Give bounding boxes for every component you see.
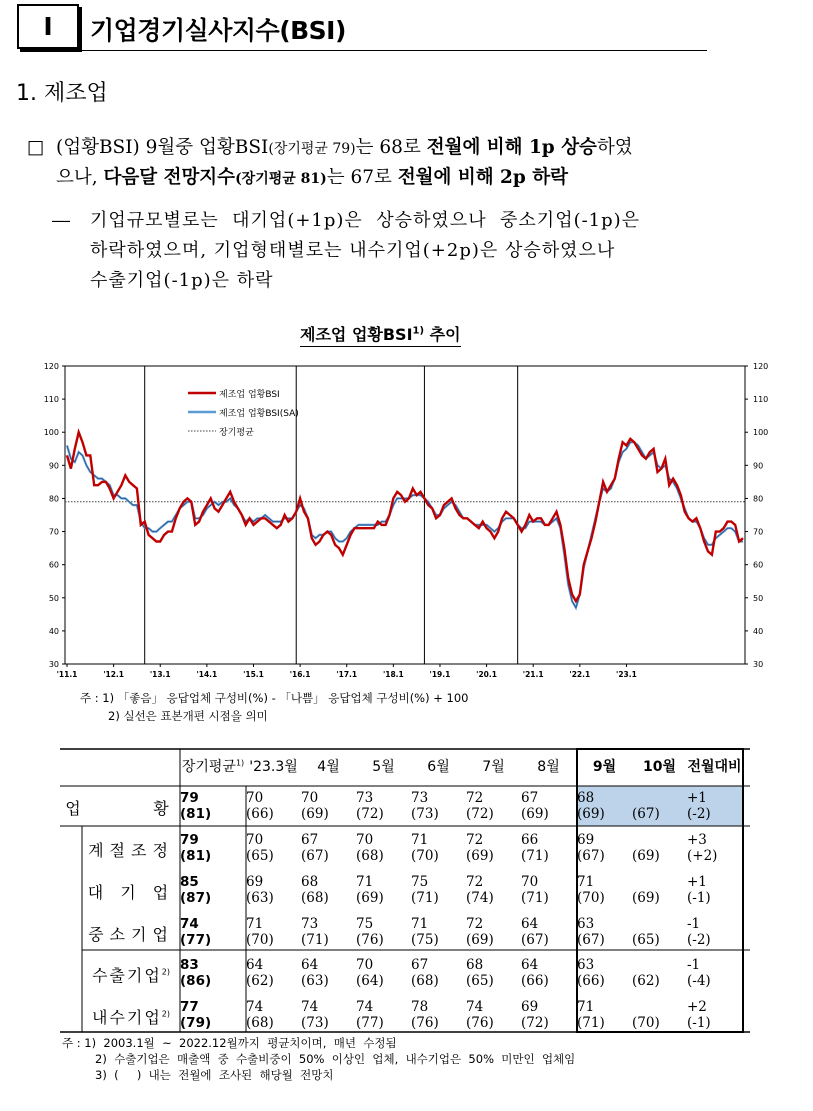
- table-cell: [356, 957, 411, 989]
- table-cell: [521, 999, 576, 1031]
- cell-value: 66: [521, 832, 539, 848]
- row-label-sup: 2): [161, 967, 171, 977]
- table-cell: [246, 916, 301, 948]
- cell-value: 63: [577, 957, 595, 973]
- cell-value: 75: [411, 874, 429, 890]
- cell-value: (86): [180, 973, 212, 989]
- table-cell: [687, 999, 742, 1031]
- cell-value: (66): [577, 973, 605, 989]
- table-cell: [466, 874, 521, 906]
- cell-value: 72: [466, 874, 484, 890]
- cell-value: (70): [632, 1015, 660, 1031]
- bullet1-text: 는 68로: [355, 137, 427, 158]
- table-cell: [521, 957, 576, 989]
- cell-value: (70): [577, 890, 605, 906]
- cell-value: (77): [356, 1015, 384, 1031]
- row-label: [82, 963, 180, 986]
- cell-value: (70): [246, 932, 274, 948]
- chart-title-text: 제조업 업황BSI: [300, 325, 413, 344]
- x-tick-label: '18.1: [382, 670, 404, 679]
- y-tick-label-left: 30: [48, 660, 59, 669]
- cell-value: 64: [521, 957, 539, 973]
- table-cell: [301, 832, 356, 864]
- cell-value: (63): [301, 973, 329, 989]
- col-header: 6월: [427, 759, 450, 775]
- cell-value: 73: [356, 790, 374, 806]
- table-cell-avg: [180, 832, 246, 864]
- cell-value: (69): [301, 806, 329, 822]
- row-label: [82, 1005, 180, 1028]
- bsi-line-chart: [30, 355, 780, 685]
- cell-value: 68: [466, 957, 484, 973]
- cell-value: (76): [411, 1015, 439, 1031]
- legend-label: 제조업 업황BSI(SA): [219, 409, 299, 419]
- page-title: 기업경기실사지수(BSI): [90, 16, 346, 45]
- cell-value: 79: [180, 832, 199, 848]
- cell-value: 75: [356, 916, 374, 932]
- table-cell: [356, 832, 411, 864]
- x-tick-label: '13.1: [149, 670, 171, 679]
- cell-value: (64): [356, 973, 384, 989]
- cell-value: 74: [246, 999, 264, 1015]
- plot-area: [65, 366, 745, 664]
- cell-value: 83: [180, 957, 199, 973]
- row-label-text: 수출기업: [91, 966, 162, 985]
- y-tick-label-left: 70: [48, 527, 59, 537]
- col-header-avg-sup: 1): [235, 758, 245, 768]
- cell-value: (68): [246, 1015, 274, 1031]
- table-cell: [246, 790, 301, 822]
- row-label-text: 계절조정: [88, 841, 174, 860]
- cell-value: (-2): [687, 932, 711, 948]
- cell-value: -1: [687, 916, 701, 932]
- cell-value: (-2): [687, 806, 711, 822]
- x-tick-label: '11.1: [56, 670, 78, 679]
- y-tick-label-left: 50: [48, 593, 59, 603]
- chart-title: [300, 322, 461, 347]
- cell-value: 71: [246, 916, 264, 932]
- table-cell: [466, 957, 521, 989]
- cell-value: (69): [577, 806, 605, 822]
- table-cell: [356, 916, 411, 948]
- y-tick-label-left: 90: [48, 461, 59, 471]
- y-tick-label-right: 60: [753, 560, 764, 570]
- row-label: [82, 880, 180, 903]
- table-cell: [246, 874, 301, 906]
- cell-value: 64: [301, 957, 319, 973]
- cell-value: (77): [180, 932, 212, 948]
- table-cell-avg: [180, 916, 246, 948]
- y-tick-label-left: 40: [48, 626, 59, 636]
- table-cell: [632, 790, 687, 822]
- cell-value: (69): [466, 932, 494, 948]
- col-header: 5월: [372, 759, 395, 775]
- bsi-table: [60, 748, 750, 1033]
- cell-value: (69): [521, 806, 549, 822]
- table-cell: [356, 999, 411, 1031]
- cell-value: [632, 999, 687, 1015]
- y-tick-label-right: 50: [753, 593, 764, 603]
- cell-value: +2: [687, 999, 707, 1015]
- y-tick-label-right: 80: [753, 494, 764, 504]
- x-tick-label: '21.1: [522, 670, 544, 679]
- cell-value: (68): [301, 890, 329, 906]
- y-tick-label-left: 120: [43, 362, 59, 371]
- table-cell: [521, 790, 576, 822]
- bullet1-emphasis: 전월에 비해 1p 상승: [426, 137, 597, 158]
- table-cell: [521, 916, 576, 948]
- cell-value: (66): [246, 806, 274, 822]
- table-cell: [301, 957, 356, 989]
- table-cell: [411, 999, 466, 1031]
- table-cell: [466, 790, 521, 822]
- cell-value: (72): [356, 806, 384, 822]
- row-label: [60, 796, 180, 819]
- table-note-2: 2) 수출기업은 매출액 중 수출비중이 50% 이상인 업체, 내수기업은 50% 미만인 업체임: [95, 1052, 576, 1066]
- cell-value: (65): [466, 973, 494, 989]
- cell-value: 71: [356, 874, 374, 890]
- cell-value: (67): [521, 932, 549, 948]
- cell-value: (81): [180, 806, 212, 822]
- cell-value: (-4): [687, 973, 711, 989]
- chart-title-sup: 1): [412, 325, 425, 337]
- cell-value: 67: [411, 957, 429, 973]
- bullet1-marker: □: [27, 137, 45, 158]
- col-header: '23.3월: [249, 759, 298, 775]
- table-cell: [466, 916, 521, 948]
- cell-value: (67): [301, 848, 329, 864]
- col-header: 9월: [592, 759, 617, 775]
- cell-value: 67: [301, 832, 319, 848]
- table-cell: [632, 916, 687, 948]
- y-tick-label-right: 100: [753, 428, 769, 438]
- y-tick-label-right: 70: [753, 527, 764, 537]
- cell-value: 79: [180, 790, 199, 806]
- cell-value: (65): [632, 932, 660, 948]
- bullet2-line2: 하락하였으며, 기업형태별로는 내수기업(+2p)은 상승하였으나: [90, 240, 616, 261]
- y-tick-label-left: 110: [43, 395, 59, 405]
- x-tick-label: '20.1: [476, 670, 497, 679]
- cell-value: 85: [180, 874, 199, 890]
- x-tick-label: '19.1: [429, 670, 451, 679]
- cell-value: 67: [521, 790, 539, 806]
- cell-value: 70: [356, 957, 374, 973]
- cell-value: (-1): [687, 890, 711, 906]
- y-tick-label-right: 30: [753, 660, 764, 669]
- row-label: [82, 922, 180, 945]
- table-cell: [687, 916, 742, 948]
- cell-value: 70: [356, 832, 374, 848]
- cell-value: 74: [301, 999, 319, 1015]
- legend-label: 제조업 업황BSI: [219, 390, 280, 400]
- col-header-avg: [180, 756, 246, 776]
- cell-value: (74): [466, 890, 494, 906]
- table-cell: [577, 916, 632, 948]
- chart-note-1: 주 : 1) 「좋음」 응답업체 구성비(%) - 「나쁨」 응답업체 구성비(%) + 100: [80, 691, 469, 705]
- bullet1-emphasis: 전월에 비해 2p 하락: [397, 167, 569, 188]
- row-label-text: 대 기 업: [87, 883, 175, 902]
- cell-value: 73: [301, 916, 319, 932]
- y-tick-label-left: 80: [48, 494, 59, 504]
- table-cell-avg: [180, 874, 246, 906]
- x-tick-label: '12.1: [103, 670, 125, 679]
- cell-value: (70): [411, 848, 439, 864]
- cell-value: 70: [246, 832, 264, 848]
- cell-value: (67): [632, 806, 660, 822]
- cell-value: [632, 916, 687, 932]
- x-tick-label: '22.1: [569, 670, 591, 679]
- col-header: 전월대비: [687, 759, 742, 775]
- table-note-1: 주 : 1) 2003.1월 ~ 2022.12월까지 평균치이며, 매년 수정됨: [62, 1036, 397, 1050]
- cell-value: (71): [521, 848, 549, 864]
- cell-value: (76): [466, 1015, 494, 1031]
- y-tick-label-right: 110: [753, 395, 769, 405]
- cell-value: (87): [180, 890, 212, 906]
- section-title: 1. 제조업: [16, 81, 108, 106]
- y-tick-label-right: 40: [753, 626, 764, 636]
- table-cell: [411, 957, 466, 989]
- bullet1-note: (장기평균 81): [235, 171, 327, 187]
- cell-value: 71: [577, 999, 595, 1015]
- cell-value: 74: [356, 999, 374, 1015]
- table-cell: [687, 790, 742, 822]
- cell-value: 72: [466, 916, 484, 932]
- table-cell: [301, 999, 356, 1031]
- x-tick-label: '23.1: [616, 670, 637, 679]
- table-note-3: 3) ( ) 내는 전월에 조사된 해당월 전망치: [95, 1068, 334, 1082]
- x-tick-label: '14.1: [196, 670, 218, 679]
- cell-value: 69: [577, 832, 595, 848]
- table-cell: [301, 790, 356, 822]
- cell-value: [632, 790, 687, 806]
- table-cell: [632, 832, 687, 864]
- bullet1-line1: [56, 133, 633, 164]
- table-cell: [411, 874, 466, 906]
- cell-value: (62): [246, 973, 274, 989]
- cell-value: 68: [301, 874, 319, 890]
- cell-value: [632, 874, 687, 890]
- cell-value: 71: [411, 916, 429, 932]
- title-underline: [79, 50, 707, 51]
- table-cell: [521, 832, 576, 864]
- col-header: 4월: [317, 759, 340, 775]
- cell-value: [632, 832, 687, 848]
- cell-value: (69): [632, 848, 660, 864]
- cell-value: 72: [466, 790, 484, 806]
- cell-value: 64: [246, 957, 264, 973]
- cell-value: (67): [577, 932, 605, 948]
- table-cell: [411, 790, 466, 822]
- cell-value: (76): [356, 932, 384, 948]
- cell-value: 74: [180, 916, 199, 932]
- cell-value: (73): [411, 806, 439, 822]
- cell-value: (71): [301, 932, 329, 948]
- table-cell-avg: [180, 999, 246, 1031]
- cell-value: (71): [521, 890, 549, 906]
- x-tick-label: '17.1: [336, 670, 358, 679]
- row-label-sup: 2): [161, 1009, 171, 1019]
- table-cell: [466, 999, 521, 1031]
- bullet1-text: 으나,: [56, 167, 104, 188]
- cell-value: (68): [411, 973, 439, 989]
- table-cell: [632, 874, 687, 906]
- table-cell: [301, 916, 356, 948]
- cell-value: (75): [411, 932, 439, 948]
- bullet1-line2: [56, 163, 568, 194]
- legend-label: 장기평균: [219, 428, 254, 438]
- y-tick-label-left: 60: [48, 560, 59, 570]
- table-cell: [577, 999, 632, 1031]
- cell-value: (-1): [687, 1015, 711, 1031]
- cell-value: (65): [246, 848, 274, 864]
- cell-value: (69): [466, 848, 494, 864]
- row-label-text: 업 황: [65, 799, 175, 818]
- cell-value: 74: [466, 999, 484, 1015]
- cell-value: 70: [246, 790, 264, 806]
- row-label: [82, 838, 180, 861]
- x-tick-label: '15.1: [243, 670, 264, 679]
- cell-value: 69: [246, 874, 264, 890]
- cell-value: 70: [301, 790, 319, 806]
- row-label-text: 중소기업: [88, 925, 174, 944]
- table-cell: [246, 957, 301, 989]
- bullet1-emphasis: 다음달 전망지수: [103, 167, 236, 188]
- cell-value: (81): [180, 848, 212, 864]
- y-tick-label-right: 120: [753, 362, 769, 371]
- table-cell-avg: [180, 790, 246, 822]
- bullet1-note: (장기평균 79): [268, 141, 356, 157]
- table-cell: [521, 874, 576, 906]
- cell-value: (66): [521, 973, 549, 989]
- bullet1-text: 하였: [596, 137, 633, 158]
- cell-value: 69: [521, 999, 539, 1015]
- cell-value: 71: [411, 832, 429, 848]
- cell-value: 68: [577, 790, 595, 806]
- cell-value: 70: [521, 874, 539, 890]
- table-cell: [687, 957, 742, 989]
- table-cell: [466, 832, 521, 864]
- bullet2-line3: 수출기업(-1p)은 하락: [90, 270, 274, 291]
- col-header-avg-text: 장기평균: [181, 759, 236, 775]
- cell-value: (79): [180, 1015, 212, 1031]
- cell-value: (63): [246, 890, 274, 906]
- cell-value: +1: [687, 790, 707, 806]
- table-cell-avg: [180, 957, 246, 989]
- y-tick-label-right: 90: [753, 461, 764, 471]
- section-number: Ⅰ: [43, 12, 53, 41]
- bullet2-line1: 기업규모별로는 대기업(+1p)은 상승하였으나 중소기업(-1p)은: [90, 210, 641, 231]
- table-cell: [577, 832, 632, 864]
- cell-value: (69): [356, 890, 384, 906]
- cell-value: (62): [632, 973, 660, 989]
- cell-value: 64: [521, 916, 539, 932]
- cell-value: (67): [577, 848, 605, 864]
- bullet2-marker: ―: [52, 210, 71, 231]
- cell-value: (+2): [687, 848, 718, 864]
- table-cell: [687, 832, 742, 864]
- table-cell: [246, 999, 301, 1031]
- table-cell: [632, 999, 687, 1031]
- table-cell: [411, 916, 466, 948]
- cell-value: (68): [356, 848, 384, 864]
- cell-value: 77: [180, 999, 199, 1015]
- table-cell: [356, 790, 411, 822]
- cell-value: 71: [577, 874, 595, 890]
- cell-value: (73): [301, 1015, 329, 1031]
- bullet1-text: 는 67로: [326, 167, 398, 188]
- table-cell: [246, 832, 301, 864]
- table-cell: [687, 874, 742, 906]
- y-tick-label-left: 100: [43, 428, 59, 438]
- table-cell: [301, 874, 356, 906]
- col-header: 7월: [482, 759, 505, 775]
- cell-value: (72): [521, 1015, 549, 1031]
- col-header: 10월: [642, 759, 676, 775]
- cell-value: (71): [411, 890, 439, 906]
- table-cell: [577, 874, 632, 906]
- cell-value: [632, 957, 687, 973]
- cell-value: 63: [577, 916, 595, 932]
- table-cell: [632, 957, 687, 989]
- chart-note-2: 2) 실선은 표본개편 시점을 의미: [108, 709, 268, 723]
- cell-value: -1: [687, 957, 701, 973]
- bullet1-text: (업황BSI) 9월중 업황BSI: [56, 137, 269, 158]
- cell-value: +3: [687, 832, 707, 848]
- row-label-text: 내수기업: [91, 1008, 162, 1027]
- chart-title-suffix: 추이: [424, 325, 461, 344]
- table-cell: [411, 832, 466, 864]
- table-cell: [356, 874, 411, 906]
- table-cell: [577, 790, 632, 822]
- cell-value: 73: [411, 790, 429, 806]
- cell-value: 78: [411, 999, 429, 1015]
- cell-value: (72): [466, 806, 494, 822]
- cell-value: (71): [577, 1015, 605, 1031]
- section-number-box: [17, 4, 79, 49]
- cell-value: (69): [632, 890, 660, 906]
- table-cell: [577, 957, 632, 989]
- cell-value: +1: [687, 874, 707, 890]
- cell-value: 72: [466, 832, 484, 848]
- x-tick-label: '16.1: [289, 670, 311, 679]
- col-header: 8월: [537, 759, 560, 775]
